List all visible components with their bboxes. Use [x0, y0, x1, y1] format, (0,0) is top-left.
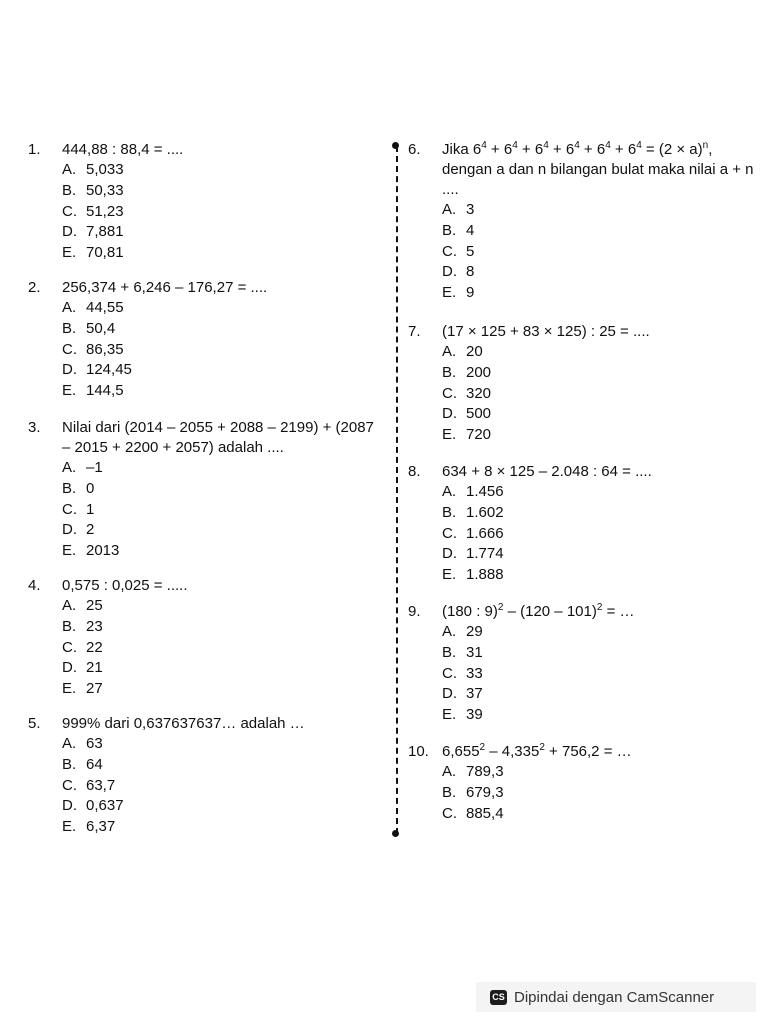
question-4 [28, 576, 378, 700]
answer-option [28, 520, 378, 541]
option-value: 885,4 [466, 804, 504, 822]
answer-option [28, 298, 378, 319]
question-stem: Nilai dari (2014 – 2055 + 2088 – 2199) + (2087 – 2015 + 2200 + 2057) adalah .... [62, 419, 374, 456]
answer-option [28, 679, 378, 700]
option-letter: D. [442, 545, 457, 563]
option-value: 7,881 [86, 223, 124, 241]
answer-option [28, 458, 378, 479]
option-value: 27 [86, 680, 103, 698]
answer-option [28, 776, 378, 797]
option-value: 2013 [86, 542, 120, 560]
question-9 [408, 602, 760, 726]
option-letter: D. [62, 223, 77, 241]
option-value: 20 [466, 343, 483, 360]
answer-option [408, 705, 760, 726]
question-number: 3. [28, 419, 41, 436]
answer-option [408, 342, 760, 363]
option-value: 1.602 [466, 503, 504, 521]
question-number: 1. [28, 141, 41, 158]
answer-option [28, 796, 378, 817]
answer-option [28, 381, 378, 402]
answer-option [28, 734, 378, 755]
answer-option [408, 363, 760, 384]
option-value: 37 [466, 685, 483, 703]
option-letter: C. [442, 804, 457, 822]
option-value: 789,3 [466, 763, 504, 780]
answer-option [28, 181, 378, 202]
answer-option [28, 160, 378, 181]
option-value: 64 [86, 755, 103, 773]
option-value: 3 [466, 201, 475, 218]
question-stem: $6,655^2 - 4,335^2 + 756,2$ = … [442, 742, 632, 760]
option-value: 6,37 [86, 818, 116, 836]
answer-option [408, 221, 760, 242]
option-value: 0 [86, 479, 95, 497]
option-letter: E. [62, 680, 77, 698]
option-letter: E. [442, 284, 457, 302]
option-value: 5 [466, 242, 475, 260]
answer-option [408, 664, 760, 685]
answer-option [408, 544, 760, 565]
question-number: 9. [408, 603, 421, 620]
option-value: 50,4 [86, 319, 116, 337]
option-letter: D. [62, 659, 77, 677]
option-letter: A. [62, 299, 77, 316]
option-value: 0,637 [86, 797, 124, 815]
question-stem: 256,374 + 6,246 – 176,27 = .... [62, 279, 268, 296]
answer-option [408, 622, 760, 643]
option-letter: E. [62, 818, 77, 836]
option-letter: B. [62, 181, 77, 199]
option-letter: D. [442, 405, 457, 423]
question-number: 10. [408, 743, 429, 760]
question-3 [28, 418, 378, 562]
answer-option [28, 658, 378, 679]
option-value: 320 [466, 384, 492, 402]
answer-option [408, 242, 760, 263]
answer-option [408, 262, 760, 283]
answer-option [28, 817, 378, 838]
answer-option [28, 340, 378, 361]
option-letter: E. [62, 244, 77, 262]
option-letter: D. [62, 521, 77, 539]
answer-option [28, 222, 378, 243]
answer-option [408, 404, 760, 425]
question-stem: Jika $6^4 + 6^4 + 6^4 + 6^4 + 6^4 + 6^4 = (2 \times a)^n$, dengan a dan n bilangan bulat maka nilai a + n .... [442, 140, 754, 198]
answer-option [408, 804, 760, 825]
question-number: 4. [28, 577, 41, 594]
answer-option [408, 503, 760, 524]
question-stem: 0,575 : 0,025 = ..... [62, 577, 188, 594]
option-letter: B. [62, 617, 77, 635]
answer-option [28, 202, 378, 223]
question-stem: (17 × 125 + 83 × 125) : 25 = .... [442, 323, 650, 340]
option-value: 144,5 [86, 382, 124, 400]
camscanner-logo-icon: CS [490, 990, 507, 1005]
option-value: 1.456 [466, 483, 504, 500]
option-letter: B. [62, 479, 77, 497]
option-letter: C. [442, 664, 457, 682]
option-value: 51,23 [86, 202, 124, 220]
option-value: 1 [86, 500, 95, 518]
option-letter: B. [442, 503, 457, 521]
option-value: 679,3 [466, 783, 504, 801]
option-letter: A. [442, 623, 457, 640]
option-value: 4 [466, 221, 475, 239]
question-stem: 999% dari 0,637637637… adalah … [62, 715, 305, 732]
option-letter: D. [62, 797, 77, 815]
answer-option [408, 643, 760, 664]
answer-option [408, 384, 760, 405]
option-value: 1.888 [466, 566, 504, 584]
answer-option [28, 541, 378, 562]
option-letter: D. [442, 263, 457, 281]
question-2 [28, 278, 378, 402]
option-value: 1.666 [466, 524, 504, 542]
option-value: 1.774 [466, 545, 504, 563]
question-6 [408, 140, 760, 304]
option-value: 63,7 [86, 776, 116, 794]
option-value: 39 [466, 706, 483, 724]
answer-option [28, 319, 378, 340]
question-10 [408, 742, 760, 824]
answer-option [28, 617, 378, 638]
option-letter: C. [62, 638, 77, 656]
question-7 [408, 322, 760, 446]
option-letter: C. [62, 340, 77, 358]
option-value: 44,55 [86, 299, 124, 316]
option-value: –1 [86, 459, 103, 476]
answer-option [28, 360, 378, 381]
option-letter: B. [442, 643, 457, 661]
question-1 [28, 140, 378, 264]
answer-option [408, 482, 760, 503]
option-value: 9 [466, 284, 475, 302]
option-value: 124,45 [86, 361, 132, 379]
answer-option [408, 565, 760, 586]
option-letter: E. [442, 566, 457, 584]
option-letter: E. [62, 542, 77, 560]
question-stem: 634 + 8 × 125 – 2.048 : 64 = .... [442, 463, 652, 480]
answer-option [408, 524, 760, 545]
option-value: 2 [86, 521, 95, 539]
answer-option [28, 500, 378, 521]
answer-option [408, 783, 760, 804]
option-value: 50,33 [86, 181, 124, 199]
answer-option [28, 243, 378, 264]
option-value: 25 [86, 597, 103, 614]
option-value: 200 [466, 363, 492, 381]
option-letter: A. [442, 343, 457, 360]
option-value: 5,033 [86, 161, 124, 178]
option-letter: B. [62, 319, 77, 337]
answer-option [28, 479, 378, 500]
option-value: 23 [86, 617, 103, 635]
question-5 [28, 714, 378, 838]
question-number: 8. [408, 463, 421, 480]
option-letter: A. [62, 597, 77, 614]
option-letter: B. [442, 221, 457, 239]
answer-option [28, 755, 378, 776]
question-stem: 444,88 : 88,4 = .... [62, 141, 184, 158]
option-value: 720 [466, 426, 492, 444]
option-letter: D. [62, 361, 77, 379]
answer-option [408, 684, 760, 705]
option-letter: A. [62, 735, 77, 752]
option-letter: C. [62, 500, 77, 518]
option-letter: C. [62, 202, 77, 220]
option-value: 70,81 [86, 244, 124, 262]
answer-option [28, 596, 378, 617]
option-letter: A. [442, 483, 457, 500]
divider-dot-bottom [392, 830, 399, 837]
option-letter: C. [442, 242, 457, 260]
answer-option [408, 200, 760, 221]
answer-option [408, 283, 760, 304]
question-stem: (180 : 9)$^2$ – (120 – 101)$^2$ = … [442, 602, 635, 620]
option-letter: B. [62, 755, 77, 773]
answer-option [408, 762, 760, 783]
question-number: 2. [28, 279, 41, 296]
option-letter: E. [62, 382, 77, 400]
option-letter: A. [442, 763, 457, 780]
option-letter: A. [62, 161, 77, 178]
question-8 [408, 462, 760, 586]
column-divider [396, 146, 398, 834]
option-value: 21 [86, 659, 103, 677]
option-letter: B. [442, 783, 457, 801]
camscanner-watermark [476, 982, 756, 1012]
option-letter: A. [62, 459, 77, 476]
option-letter: C. [442, 384, 457, 402]
question-number: 7. [408, 323, 421, 340]
option-value: 500 [466, 405, 492, 423]
option-letter: C. [442, 524, 457, 542]
option-value: 63 [86, 735, 103, 752]
option-value: 29 [466, 623, 483, 640]
option-letter: E. [442, 426, 457, 444]
watermark-text: Dipindai dengan CamScanner [514, 988, 715, 1006]
question-number: 5. [28, 715, 41, 732]
option-letter: C. [62, 776, 77, 794]
answer-option [408, 425, 760, 446]
answer-option [28, 638, 378, 659]
option-value: 33 [466, 664, 483, 682]
option-letter: D. [442, 685, 457, 703]
option-letter: B. [442, 363, 457, 381]
option-value: 86,35 [86, 340, 124, 358]
option-letter: A. [442, 201, 457, 218]
option-letter: E. [442, 706, 457, 724]
option-value: 8 [466, 263, 475, 281]
option-value: 22 [86, 638, 103, 656]
option-value: 31 [466, 643, 483, 661]
question-number: 6. [408, 141, 421, 158]
